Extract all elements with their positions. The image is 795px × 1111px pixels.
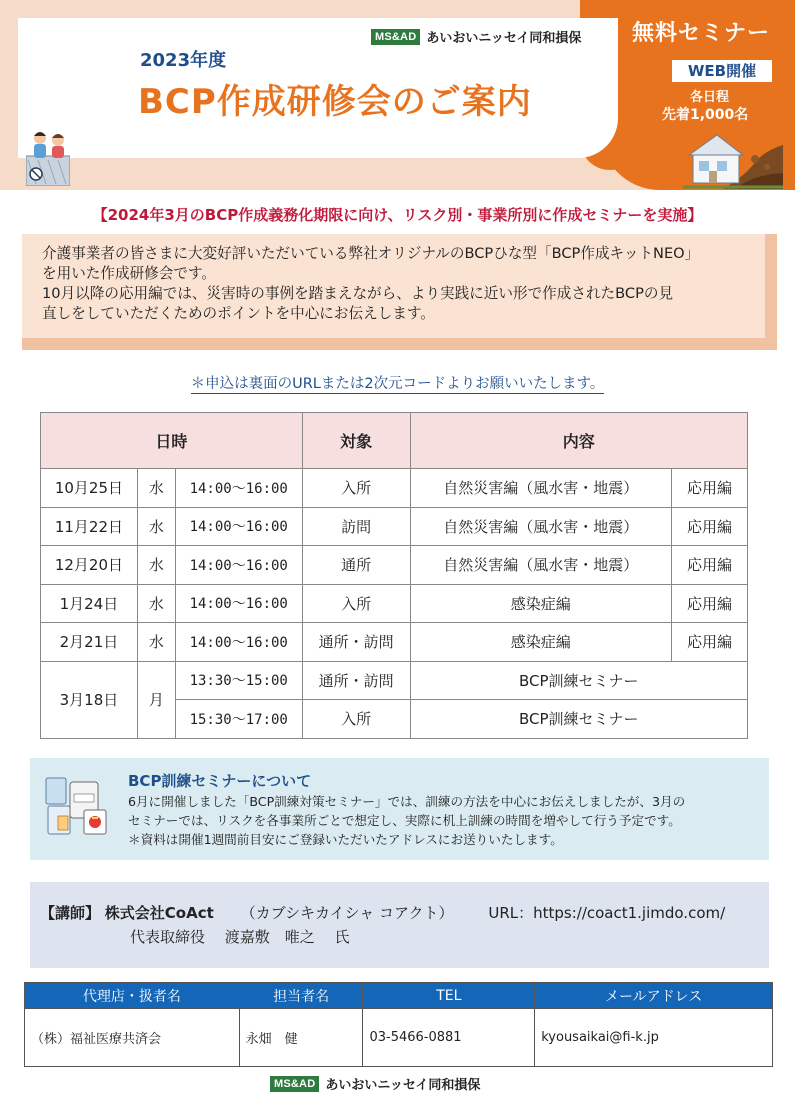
logo-mark: MS&AD [270,1076,319,1092]
logo-company-name: あいおいニッセイ同和損保 [325,1078,481,1093]
lecturer-person: 代表取締役 渡嘉敷 唯之 氏 [130,928,350,946]
session-time: 15:30～17:00 [175,700,302,739]
session-date: 12月20日 [41,546,138,585]
session-level: 応用編 [672,546,748,585]
training-materials-icon [44,772,110,838]
session-level: 応用編 [672,469,748,508]
header-agent-name: 代理店・扱者名 [25,983,240,1009]
damaged-house-illustration-icon [683,125,783,189]
schedule-table [40,412,748,739]
company-logo-bottom [270,1074,480,1093]
session-day: 月 [137,661,175,738]
session-day: 水 [137,546,175,585]
lecturer-company: 株式会社CoAct [104,904,214,922]
capacity-label: 先着1,000名 [662,107,749,123]
lecturer-url[interactable]: URL：https://coact1.jimdo.com/ [488,904,726,922]
session-target: 通所・訪問 [302,623,410,662]
table-row [25,1009,773,1067]
session-level: 応用編 [672,584,748,623]
session-content: 感染症編 [410,584,672,623]
session-content: 自然災害編（風水害・地震） [410,546,672,585]
free-seminar-label: 無料セミナー [632,21,771,46]
contact-person: 永畑 健 [239,1009,363,1067]
intro-line: 直しをしていただくためのポイントを中心にお伝えします。 [42,305,435,322]
each-date-label: 各日程 [690,90,730,105]
session-day: 水 [137,469,175,508]
page-title: BCP作成研修会のご案内 [138,82,532,122]
intro-line: を用いた作成研修会です。 [42,265,216,282]
session-level: 応用編 [672,507,748,546]
session-level: 応用編 [672,623,748,662]
session-date: 1月24日 [41,584,138,623]
training-line: ＊資料は開催1週間前目安にご登録いただいたアドレスにお送りいたします。 [128,832,563,847]
table-row [41,661,748,700]
session-target: 入所 [302,700,410,739]
session-time: 14:00～16:00 [175,584,302,623]
session-time: 14:00～16:00 [175,623,302,662]
training-line: 6月に開催しました「BCP訓練対策セミナー」では、訓練の方法を中心にお伝えしましたが、3月の [128,794,686,809]
training-line: セミナーでは、リスクを各事業所ごとで想定し、実際に机上訓練の時間を増やして行う予定です。 [128,813,681,828]
header-tel: TEL [363,983,535,1009]
session-date: 3月18日 [41,661,138,738]
session-date: 2月21日 [41,623,138,662]
table-row [41,584,748,623]
application-notice-text: ＊申込は裏面のURLまたは2次元コードよりお願いいたします。 [190,376,605,392]
table-row [41,507,748,546]
company-logo-top [371,27,581,46]
people-illustration-icon [26,126,70,186]
application-notice [0,372,795,393]
training-seminar-box [30,758,769,860]
lecturer-label: 【講師】 [40,904,101,922]
session-date: 11月22日 [41,507,138,546]
web-event-label: WEB開催 [672,60,772,82]
session-time: 14:00～16:00 [175,469,302,508]
session-day: 水 [137,584,175,623]
intro-text [42,244,762,324]
training-text [128,792,758,849]
session-target: 訪問 [302,507,410,546]
session-time: 13:30～15:00 [175,661,302,700]
agent-name: （株）福祉医療共済会 [25,1009,240,1067]
session-target: 通所・訪問 [302,661,410,700]
intro-box [22,234,777,350]
tel-number: 03-5466-0881 [363,1009,535,1067]
session-content: 自然災害編（風水害・地震） [410,507,672,546]
header-target: 対象 [302,413,410,469]
header-datetime: 日時 [41,413,303,469]
lecturer-company-kana: （カブシキカイシャ コアクト） [240,904,454,922]
lecturer-box [30,882,769,968]
intro-line: 介護事業者の皆さまに大変好評いただいている弊社オリジナルのBCPひな型「BCP作成キットNEO」 [42,245,700,262]
schedule-header-row [41,413,748,469]
header-email: メールアドレス [535,983,773,1009]
session-content: 自然災害編（風水害・地震） [410,469,672,508]
header-content: 内容 [410,413,747,469]
session-target: 入所 [302,469,410,508]
fiscal-year: 2023年度 [140,50,227,71]
subheading: 【2024年3月のBCP作成義務化期限に向け、リスク別・事業所別に作成セミナーを実施】 [92,206,703,224]
session-time: 14:00～16:00 [175,546,302,585]
table-row [41,546,748,585]
session-date: 10月25日 [41,469,138,508]
intro-line: 10月以降の応用編では、災害時の事例を踏まえながら、より実践に近い形で作成されたBCPの見 [42,285,674,302]
session-content: BCP訓練セミナー [410,661,747,700]
session-content: BCP訓練セミナー [410,700,747,739]
header-contact-person: 担当者名 [239,983,363,1009]
session-day: 水 [137,507,175,546]
email-address: kyousaikai@fi-k.jp [535,1009,773,1067]
agent-table [24,982,773,1067]
session-time: 14:00～16:00 [175,507,302,546]
table-row [41,469,748,508]
session-content: 感染症編 [410,623,672,662]
training-title: BCP訓練セミナーについて [128,772,312,790]
agent-header-row [25,983,773,1009]
logo-company-name: あいおいニッセイ同和損保 [426,31,582,46]
session-target: 入所 [302,584,410,623]
lecturer-company-row [40,902,725,923]
table-row [41,623,748,662]
session-target: 通所 [302,546,410,585]
session-day: 水 [137,623,175,662]
logo-mark: MS&AD [371,29,420,45]
